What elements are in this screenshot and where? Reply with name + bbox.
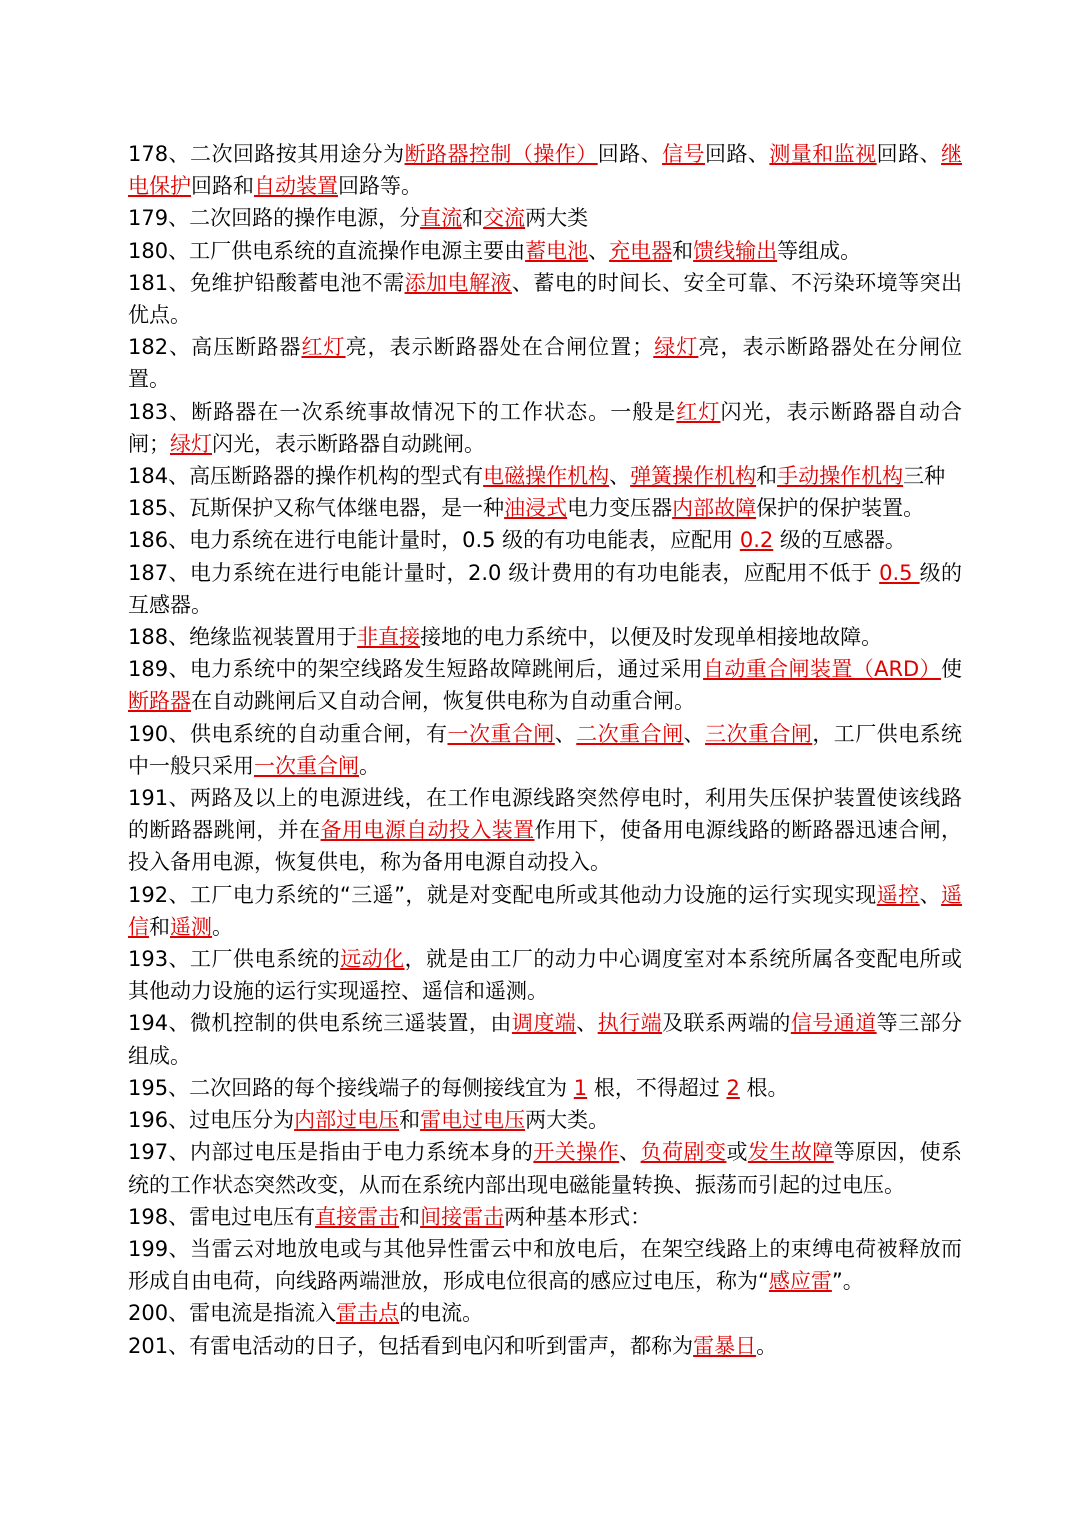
answer-text: 二次重合闸	[576, 721, 684, 746]
answer-text: 2	[726, 1075, 740, 1100]
question-text: ”。	[831, 1269, 864, 1294]
answer-text: 绿灯	[170, 431, 212, 456]
question-text: 及联系两端的	[662, 1011, 791, 1036]
question-item	[128, 782, 962, 879]
answer-text: 电磁操作机构	[483, 464, 610, 489]
question-text: 和	[462, 206, 484, 231]
question-item	[128, 1297, 962, 1329]
question-text: 等组成。	[777, 238, 862, 263]
question-text: 亮，表示断路器处在合闸位置；	[345, 335, 654, 360]
question-text: 201、有雷电活动的日子，包括看到电闪和听到雷声，都称为	[128, 1333, 694, 1358]
question-item	[128, 1136, 962, 1200]
answer-text: 充电器	[609, 238, 673, 263]
question-text: 、	[576, 1011, 598, 1036]
answer-text: 自动装置	[254, 174, 338, 199]
question-item	[128, 621, 962, 653]
question-text: 200、雷电流是指流入	[128, 1301, 337, 1326]
question-text: 189、电力系统中的架空线路发生短路故障跳闸后，通过采用	[128, 657, 704, 682]
answer-text: 信号	[662, 142, 705, 166]
question-text: 179、二次回路的操作电源，分	[128, 206, 421, 231]
answer-text: 0.2	[739, 528, 774, 553]
question-text: 。	[359, 753, 380, 778]
answer-text: 雷电过电压	[420, 1108, 526, 1133]
question-text: 196、过电压分为	[128, 1108, 295, 1133]
answer-text: 一次重合闸	[447, 721, 555, 746]
question-item	[128, 1201, 962, 1233]
answer-text: 雷暴日	[693, 1333, 757, 1358]
question-text: 、	[919, 882, 942, 907]
question-text: 、	[609, 464, 631, 489]
question-text: 作用下，使备用电源线路的断路器迅速合闸，投入备用电源，恢复供电，称为备用电源自动投入。	[128, 818, 963, 875]
answer-text: 三次重合闸	[705, 721, 813, 746]
answer-text: 开关操作	[533, 1140, 620, 1165]
answer-text: 手动操作机构	[777, 464, 904, 489]
question-text: ，工厂供电系统中一般只采用	[128, 721, 963, 778]
answer-text: 自动重合闸装置（ARD）	[703, 657, 941, 682]
question-text: 回路、	[876, 142, 942, 166]
question-text: 192、工厂电力系统的“三遥”，就是对变配电所或其他动力设施的运行实现实现	[128, 882, 877, 907]
question-text: 199、当雷云对地放电或与其他异性雷云中和放电后，在架空线路上的束缚电荷被释放而形成自由电荷，向线路两端泄放，形成电位很高的感应过电压，称为“	[128, 1236, 962, 1294]
question-text: 和	[399, 1108, 421, 1133]
answer-text: 交流	[483, 206, 526, 231]
answer-text: 一次重合闸	[254, 753, 359, 778]
question-text: 198、雷电过电压有	[128, 1204, 316, 1229]
answer-text: 红灯	[676, 399, 721, 424]
question-text: 182、高压断路器	[128, 335, 302, 360]
question-item	[128, 943, 962, 1007]
answer-text: 负荷剧变	[640, 1140, 727, 1165]
question-text: 使	[940, 657, 962, 682]
question-item	[128, 460, 962, 492]
question-text: 接地的电力系统中，以便及时发现单相接地故障。	[420, 625, 883, 650]
question-text: 三种	[903, 464, 946, 489]
answer-text: 内部过电压	[294, 1108, 400, 1133]
answer-text: 弹簧操作机构	[630, 464, 757, 489]
answer-text: 非直接	[357, 625, 421, 650]
question-text: 级的互感器。	[128, 560, 963, 617]
question-text: 电力变压器	[567, 496, 673, 521]
answer-text: 红灯	[301, 335, 346, 360]
question-item	[128, 202, 962, 234]
question-item	[128, 1072, 962, 1104]
question-text: 两大类	[525, 206, 589, 231]
question-item	[128, 1104, 962, 1136]
question-text: 178、二次回路按其用途分为	[128, 142, 405, 166]
answer-text: 备用电源自动投入装置	[320, 818, 535, 843]
question-item	[128, 235, 962, 267]
question-text: 、	[619, 1140, 641, 1165]
question-text: 193、工厂供电系统的	[128, 947, 341, 972]
question-item	[128, 267, 962, 331]
answer-text: 遥测	[170, 914, 212, 939]
question-text: 183、断路器在一次系统事故情况下的工作状态。一般是	[128, 399, 677, 424]
question-text: 亮，表示断路器处在分闸位置。	[128, 335, 963, 392]
question-text: ，就是由工厂的动力中心调度室对本系统所属各变配电所或其他动力设施的运行实现遥控、遥信和遥测。	[128, 947, 962, 1004]
answer-text: 0.5	[879, 560, 920, 585]
answer-text: 断路器控制（操作）	[404, 142, 598, 166]
question-text: 194、微机控制的供电系统三遥装置，由	[128, 1011, 512, 1036]
question-text: 186、电力系统在进行电能计量时，0.5 级的有功电能表，应配用	[128, 528, 740, 553]
answer-text: 断路器	[128, 689, 191, 714]
answer-text: 添加电解液	[404, 270, 512, 295]
answer-text: 执行端	[597, 1011, 663, 1036]
question-text: 191、两路及以上的电源进线，在工作电源线路突然停电时，利用失压保护装置使该线路的断路器跳闸，并在	[128, 786, 962, 843]
question-text: 、蓄电的时间长、安全可靠、不污染环境等突出优点。	[128, 270, 963, 328]
answer-text: 调度端	[511, 1011, 577, 1036]
answer-text: 间接雷击	[420, 1204, 505, 1229]
question-item	[128, 1330, 962, 1362]
question-text: 根。	[739, 1075, 789, 1100]
question-text: 197、内部过电压是指由于电力系统本身的	[128, 1140, 534, 1165]
document-body	[128, 138, 962, 1362]
answer-text: 直接雷击	[315, 1204, 400, 1229]
question-text: 和	[672, 238, 694, 263]
question-text: 195、二次回路的每个接线端子的每侧接线宜为	[128, 1075, 574, 1100]
answer-text: 继电保护	[128, 142, 963, 199]
question-text: 在自动跳闸后又自动合闸，恢复供电称为自动重合闸。	[191, 689, 695, 714]
question-text: 回路、	[597, 142, 663, 166]
answer-text: 测量和监视	[769, 142, 877, 166]
question-item	[128, 138, 962, 202]
question-item	[128, 718, 962, 782]
question-text: 、	[554, 721, 577, 746]
question-text: 闪光，表示断路器自动跳闸。	[212, 431, 485, 456]
question-item	[128, 331, 962, 395]
question-text: 回路、	[705, 142, 770, 166]
answer-text: 油浸式	[504, 496, 568, 521]
answer-text: 内部故障	[672, 496, 757, 521]
question-text: 两种基本形式：	[504, 1204, 652, 1229]
question-text: 190、供电系统的自动重合闸，有	[128, 721, 448, 746]
question-text: 回路等。	[338, 174, 422, 199]
answer-text: 直流	[420, 206, 463, 231]
question-text: 和	[149, 914, 170, 939]
question-item	[128, 1007, 962, 1071]
answer-text: 1	[573, 1075, 588, 1100]
question-item	[128, 492, 962, 524]
question-text: 回路和	[191, 174, 254, 199]
answer-text: 雷击点	[336, 1301, 400, 1326]
answer-text: 馈线输出	[693, 238, 778, 263]
question-text: 181、免维护铅酸蓄电池不需	[128, 270, 405, 295]
answer-text: 遥信	[128, 882, 963, 939]
question-text: 或	[726, 1140, 748, 1165]
answer-text: 发生故障	[747, 1140, 834, 1165]
answer-text: 感应雷	[768, 1269, 832, 1294]
question-text: 两大类。	[525, 1108, 610, 1133]
question-item	[128, 1233, 962, 1297]
question-text: 和	[756, 464, 778, 489]
question-text: 保护的保护装置。	[756, 496, 925, 521]
question-text: 187、电力系统在进行电能计量时，2.0 级计费用的有功电能表，应配用不低于	[128, 560, 880, 585]
question-item	[128, 879, 962, 943]
question-item	[128, 653, 962, 717]
question-text: 、	[683, 721, 706, 746]
question-text: 等原因，使系统的工作状态突然改变，从而在系统内部出现电磁能量转换、振荡而引起的过电压。	[128, 1140, 963, 1197]
question-text: 闪光，表示断路器自动合闸；	[128, 399, 962, 456]
question-text: 等三部分组成。	[128, 1011, 963, 1068]
question-item	[128, 524, 962, 556]
answer-text: 信号通道	[790, 1011, 877, 1036]
question-text: 。	[212, 914, 233, 939]
question-text: 、	[588, 238, 610, 263]
answer-text: 绿灯	[653, 335, 699, 360]
question-text: 188、绝缘监视装置用于	[128, 625, 358, 650]
question-text: 和	[399, 1204, 421, 1229]
answer-text: 远动化	[340, 947, 405, 972]
question-text: 的电流。	[399, 1301, 484, 1326]
question-item	[128, 396, 962, 460]
question-text: 根，不得超过	[587, 1075, 727, 1100]
question-text: 。	[756, 1333, 778, 1358]
question-text: 180、工厂供电系统的直流操作电源主要由	[128, 238, 526, 263]
question-text: 级的互感器。	[773, 528, 906, 553]
answer-text: 蓄电池	[525, 238, 589, 263]
question-text: 184、高压断路器的操作机构的型式有	[128, 464, 484, 489]
answer-text: 遥控	[876, 882, 920, 907]
question-text: 185、瓦斯保护又称气体继电器，是一种	[128, 496, 505, 521]
question-item	[128, 557, 962, 621]
